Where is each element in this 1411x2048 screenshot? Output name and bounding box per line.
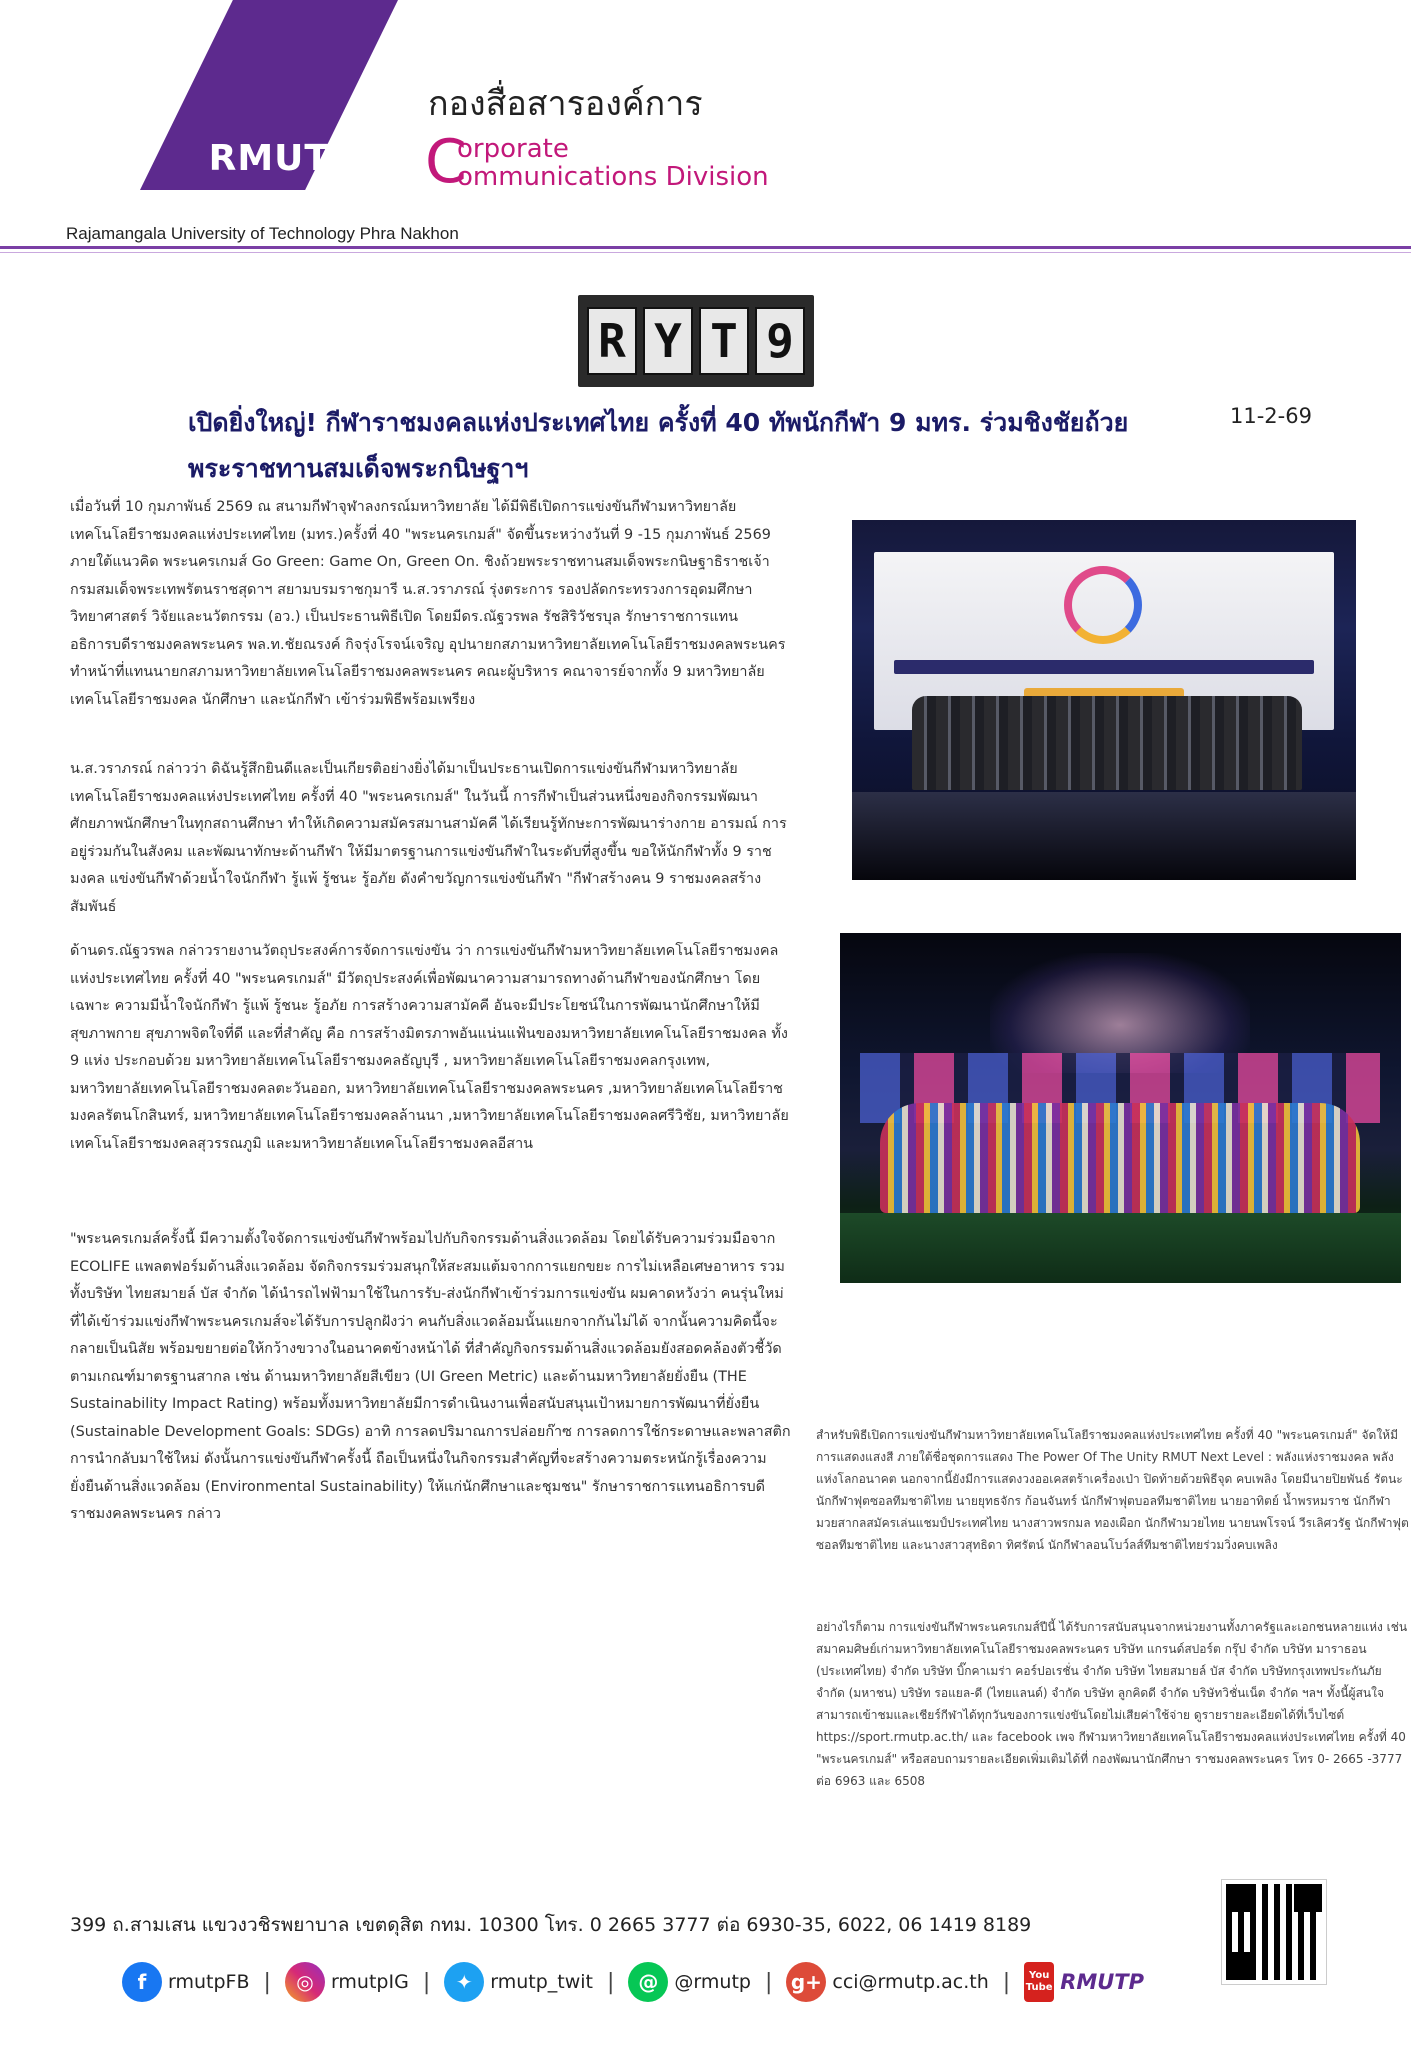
line-link[interactable] (628, 1962, 751, 2002)
footer-separator: | (607, 1969, 615, 1995)
social-links (122, 1958, 1144, 2006)
header-divider-thin (0, 252, 1411, 253)
source-logo-letter: T (699, 307, 749, 375)
article-paragraph-1: เมื่อวันที่ 10 กุมภาพันธ์ 2569 ณ สนามกีฬาจุฬาลงกรณ์มหาวิทยาลัย ได้มีพิธีเปิดการแข่งขันกีฬามหาวิทยาลัยเทคโนโลยีราชมงคลแห่งประเทศไทย (มทร.)ครั้งที่ 40 "พระนครเกมส์" จัดขึ้นระหว่างวันที่ 9 -15 กุมภาพันธ์ 2569 ภายใต้แนวคิด พระนครเกมส์ Go Green: Game On, Green On. ชิงถ้วยพระราชทานสมเด็จพระกนิษฐาธิราชเจ้า กรมสมเด็จพระเทพรัตนราชสุดาฯ สยามบรมราชกุมารี น.ส.วราภรณ์ รุ่งตระการ รองปลัดกระทรวงการอุดมศึกษาวิทยาศาสตร์ วิจัยและนวัตกรรม (อว.) เป็นประธานพิธีเปิด โดยมีดร.ณัฐวรพล รัชสิริวัชรบุล รักษาราชการแทนอธิการบดีราชมงคลพระนคร พล.ท.ชัยณรงค์ กิจรุ่งโรจน์เจริญ อุปนายกสภามหาวิทยาลัยเทคโนโลยีราชมงคลพระนคร ทำหน้าที่แทนนายกสภามหาวิทยาลัยเทคโนโลยีราชมงคลพระนคร คณะผู้บริหาร คณาจารย์จากทั้ง 9 มหาวิทยาลัยเทคโนโลยีราชมงคล นักศึกษา และนักกีฬา เข้าร่วมพิธีพร้อมเพรียง (70, 499, 786, 708)
org-name-line2: ommunications Division (457, 162, 769, 192)
youtube-channel: RMUTP (1060, 1970, 1145, 1994)
source-logo (578, 295, 814, 387)
footer-separator: | (263, 1969, 271, 1995)
email-link[interactable] (786, 1962, 988, 2002)
rmutp-logo-text: RMUTP (208, 138, 358, 179)
stage-floor (852, 792, 1356, 880)
twitter-link[interactable] (444, 1962, 593, 2002)
side-paragraph-1: สำหรับพิธีเปิดการแข่งขันกีฬามหาวิทยาลัยเทคโนโลยีราชมงคลแห่งประเทศไทย ครั้งที่ 40 "พระนครเกมส์" จัดให้มีการแสดงแสงสี ภายใต้ชื่อชุดการแสดง The Power Of The Unity RMUT Next Level : พลังแห่งราชมงคล พลังแห่งโลกอนาคต นอกจากนี้ยังมีการแสดงวงออเคสตร้าเครื่องเป่า ปิดท้ายด้วยพิธีจุด คบเพลิง โดยมีนายปิยพันธ์ รัตนะ นักกีฬาฟุตซอลทีมชาติไทย นายยุทธจักร ก้อนจันทร์ นักกีฬาฟุตบอลทีมชาติไทย นายอาทิตย์ น้ำพรหมราช นักกีฬามวยสากลสมัครเล่นแชมป์ประเทศไทย นางสาวพรกมล ทองเผือก นักกีฬามวยไทย นายนพโรจน์ วีรเลิศวรัฐ นักกีฬาฟุตซอลทีมชาติไทย และนางสาวสุทธิดา ทิศรัตน์ นักกีฬาลอนโบว์ลส์ทีมชาติไทยร่วมวิ่งคบเพลิง (816, 1428, 1409, 1552)
email-address: cci@rmutp.ac.th (832, 1971, 989, 1993)
side-paragraph-2: อย่างไรก็ตาม การแข่งขันกีฬาพระนครเกมส์ปีนี้ ได้รับการสนับสนุนจากหน่วยงานทั้งภาครัฐและเอกชนหลายแห่ง เช่น สมาคมศิษย์เก่ามหาวิทยาลัยเทคโนโลยีราชมงคลพระนคร บริษัท แกรนด์สปอร์ต กรุ๊ป จำกัด บริษัท มาราธอน (ประเทศไทย) จำกัด บริษัท บิ๊กคาเมร่า คอร์ปอเรชั่น จำกัด บริษัท ไทยสมายล์ บัส จำกัด บริษัทกรุงเทพประกันภัย จำกัด (มหาชน) บริษัท รอแยล-ดี (ไทยแลนด์) จำกัด บริษัท ลูกคิดดี จำกัด บริษัทวิชั่นเน็ต จำกัด ฯลฯ ทั้งนี้ผู้สนใจสามารถเข้าชมและเชียร์กีฬาได้ทุกวันของการแข่งขันโดยไม่เสียค่าใช้จ่าย ดูรายรายละเอียดได้ที่เว็บไซต์ https://sport.rmutp.ac.th/ และ facebook เพจ กีฬามหาวิทยาลัยเทคโนโลยีราชมงคลแห่งประเทศไทย ครั้งที่ 40 "พระนครเกมส์" หรือสอบถามรายละเอียดเพิ่มเติมได้ที่ กองพัฒนานักศึกษา ราชมงคลพระนคร โทร 0- 2665 -3777 ต่อ 6963 และ 6508 (816, 1620, 1408, 1788)
twitter-bird-icon: ✦ (444, 1962, 484, 2002)
article-paragraph-3: ด้านดร.ณัฐวรพล กล่าวรายงานวัตถุประสงค์การจัดการแข่งขัน ว่า การแข่งขันกีฬามหาวิทยาลัยเทคโนโลยีราชมงคลแห่งประเทศไทย ครั้งที่ 40 "พระนครเกมส์" มีวัตถุประสงค์เพื่อพัฒนาความสามารถทางด้านกีฬาของนักศึกษา โดยเฉพาะ ความมีน้ำใจนักกีฬา รู้แพ้ รู้ชนะ รู้อภัย การสร้างความสามัคคี อันจะมีประโยชน์ในการพัฒนานักศึกษาให้มี สุขภาพกาย สุขภาพจิตใจที่ดี และที่สำคัญ คือ การสร้างมิตรภาพอันแน่นแฟ้นของมหาวิทยาลัยเทคโนโลยีราชมงคล ทั้ง 9 แห่ง ประกอบด้วย มหาวิทยาลัยเทคโนโลยีราชมงคลธัญบุรี , มหาวิทยาลัยเทคโนโลยีราชมงคลกรุงเทพ, มหาวิทยาลัยเทคโนโลยีราชมงคลตะวันออก, มหาวิทยาลัยเทคโนโลยีราชมงคลพระนคร ,มหาวิทยาลัยเทคโนโลยีราชมงคลรัตนโกสินทร์, มหาวิทยาลัยเทคโนโลยีราชมงคลล้านนา ,มหาวิทยาลัยเทคโนโลยีราชมงคลศรีวิชัย, มหาวิทยาลัยเทคโนโลยีราชมงคลสุวรรณภูมิ และมหาวิทยาลัยเทคโนโลยีราชมงคลอีสาน (70, 943, 789, 1152)
screen-caption-bar (894, 660, 1314, 674)
footer-address: 399 ถ.สามเสน แขวงวชิรพยาบาล เขตดุสิต กทม. 10300 โทร. 0 2665 3777 ต่อ 6930-35, 6022, 06 1419 8189 (70, 1914, 1032, 1936)
line-at-icon: @ (628, 1962, 668, 2002)
source-logo-letter: 9 (755, 307, 805, 375)
youtube-icon (1024, 1962, 1054, 2002)
university-name: Rajamangala University of Technology Phra Nakhon (66, 224, 459, 243)
source-logo-letter: R (587, 307, 637, 375)
footer-separator: | (422, 1969, 431, 1995)
stadium-field (840, 1213, 1401, 1283)
footer-separator: | (764, 1969, 773, 1995)
delegates-group (912, 696, 1302, 790)
org-name-line1: orporate (457, 134, 569, 164)
games-logo-icon (1064, 566, 1142, 644)
source-logo-letter: Y (643, 307, 693, 375)
article-date: 11-2-69 (1230, 404, 1312, 428)
facebook-link[interactable] (122, 1962, 250, 2002)
footer-separator: | (1002, 1969, 1011, 1995)
performance-photo (840, 933, 1401, 1283)
youtube-icon-bottom: Tube (1025, 1982, 1053, 1993)
youtube-icon-top: You (1029, 1970, 1050, 1981)
twitter-handle: rmutp_twit (490, 1971, 593, 1993)
facebook-handle: rmutpFB (168, 1971, 250, 1993)
google-plus-icon: g+ (786, 1962, 826, 2002)
line-handle: @rmutp (674, 1971, 751, 1993)
qr-code-icon[interactable] (1222, 1880, 1326, 1984)
youtube-link[interactable] (1024, 1962, 1144, 2002)
facebook-icon: f (122, 1962, 162, 2002)
instagram-link[interactable] (285, 1962, 409, 2002)
org-name-initial: C (425, 127, 467, 197)
article-paragraph-2: น.ส.วราภรณ์ กล่าวว่า ดิฉันรู้สึกยินดีและเป็นเกียรติอย่างยิ่งได้มาเป็นประธานเปิดการแข่งขันกีฬามหาวิทยาลัยเทคโนโลยีราชมงคลแห่งประเทศไทย ครั้งที่ 40 "พระนครเกมส์" ในวันนี้ การกีฬาเป็นส่วนหนึ่งของกิจกรรมพัฒนาศักยภาพนักศึกษาในทุกสถานศึกษา ทำให้เกิดความสมัครสมานสามัคคี ได้เรียนรู้ทักษะการพัฒนาร่างกาย อารมณ์ การอยู่ร่วมกันในสังคม และพัฒนาทักษะด้านกีฬา ให้มีมาตรฐานการแข่งขันกีฬาในระดับที่สูงขึ้น ขอให้นักกีฬาทั้ง 9 ราชมงคล แข่งขันกีฬาด้วยน้ำใจนักกีฬา รู้แพ้ รู้ชนะ รู้อภัย ดังคำขวัญการแข่งขันกีฬา "กีฬาสร้างคน 9 ราชมงคลสร้างสัมพันธ์ (70, 761, 787, 915)
header-divider (0, 246, 1411, 249)
opening-ceremony-photo (852, 520, 1356, 880)
instagram-handle: rmutpIG (330, 1971, 409, 1993)
instagram-icon: ◎ (285, 1962, 325, 2002)
article-paragraph-4: "พระนครเกมส์ครั้งนี้ มีความตั้งใจจัดการแข่งขันกีฬาพร้อมไปกับกิจกรรมด้านสิ่งแวดล้อม โดยได้รับความร่วมมือจาก ECOLIFE แพลตฟอร์มด้านสิ่งแวดล้อม จัดกิจกรรมร่วมสนุกให้สะสมแต้มจากการแยกขยะ การไม่เหลือเศษอาหาร รวมทั้งบริษัท ไทยสมายล์ บัส จำกัด ได้นำรถไฟฟ้ามาใช้ในการรับ-ส่งนักกีฬาเข้าร่วมการแข่งขัน ผมคาดหวังว่า คนรุ่นใหม่ที่ได้เข้าร่วมแข่งกีฬาพระนครเกมส์จะได้รับการปลูกฝังว่า คนกับสิ่งแวดล้อมนั้นแยกจากกันไม่ได้ จากนั้นความคิดนี้จะกลายเป็นนิสัย พร้อมขยายต่อให้กว้างขวางในอนาคตข้างหน้าได้ ที่สำคัญกิจกรรมด้านสิ่งแวดล้อมยังสอดคล้องตัวชี้วัดตามเกณฑ์มาตรฐานสากล เช่น ด้านมหาวิทยาลัยสีเขียว (UI Green Metric) และด้านมหาวิทยาลัยยั่งยืน (THE Sustainability Impact Rating) พร้อมทั้งมหาวิทยาลัยมีการดำเนินงานเพื่อสนับสนุนเป้าหมายการพัฒนาที่ยั่งยืน (Sustainable Development Goals: SDGs) อาทิ การลดปริมาณการปล่อยก๊าซ การลดการใช้กระดาษและพลาสติก การนำกลับมาใช้ใหม่ ดังนั้นการแข่งขันกีฬาครั้งนี้ ถือเป็นหนึ่งในกิจกรรมสำคัญที่จะสร้างความตระหนักรู้เรื่องความยั่งยืนด้านสิ่งแวดล้อม (Environmental Sustainability) ให้แก่นักศึกษาและชุมชน" รักษาราชการแทนอธิการบดี ราชมงคลพระนคร กล่าว (70, 1231, 791, 1522)
org-name-thai: กองสื่อสารองค์การ (428, 84, 703, 124)
performers-group (880, 1103, 1360, 1213)
article-headline: เปิดยิ่งใหญ่! กีฬาราชมงคลแห่งประเทศไทย ครั้งที่ 40 ทัพนักกีฬา 9 มทร. ร่วมชิงชัยถ้วยพระราชทานสมเด็จพระกนิษฐาฯ (188, 408, 1129, 483)
